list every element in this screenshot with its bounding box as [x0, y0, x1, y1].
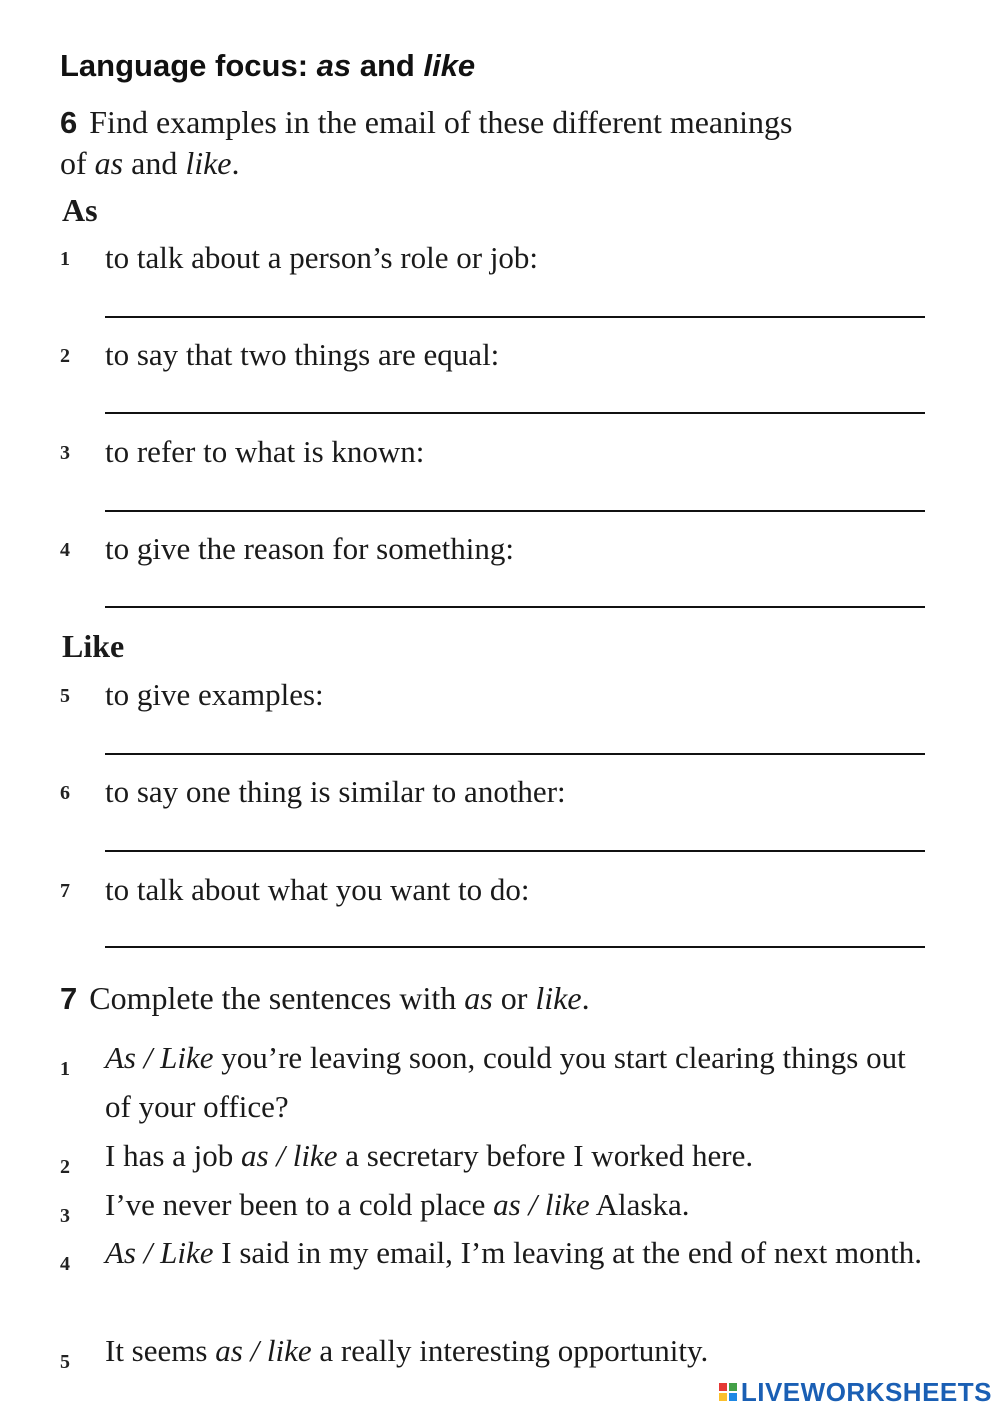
item-number: 2 [60, 345, 70, 367]
sentence-post: I said in my email, I’m leaving at the end of next month. [213, 1235, 923, 1270]
exercise-7-as: as [464, 980, 493, 1016]
answer-line-3[interactable] [105, 510, 925, 512]
item-number: 6 [60, 782, 70, 804]
exercise-7-or: or [492, 980, 536, 1016]
sentence-post: a really interesting opportunity. [311, 1333, 709, 1368]
item-number: 3 [60, 442, 70, 464]
exercise-6-heading [60, 102, 792, 183]
section-title [60, 48, 475, 84]
logo-square-blue [729, 1393, 737, 1401]
logo-square-red [719, 1383, 727, 1391]
exercise-6-and: and [123, 145, 186, 181]
choice-as-like[interactable]: as / like [493, 1187, 590, 1222]
logo-square-green [729, 1383, 737, 1391]
item-number: 1 [60, 248, 70, 270]
choice-as-like[interactable]: As / Like [105, 1040, 214, 1075]
choice-as-like[interactable]: as / like [241, 1138, 338, 1173]
item-number: 4 [60, 539, 70, 561]
logo-squares-icon [719, 1383, 737, 1401]
answer-line-6[interactable] [105, 850, 925, 852]
item-number: 5 [60, 685, 70, 707]
exercise-7-period: . [581, 980, 590, 1016]
title-as: as [316, 48, 352, 83]
item-number: 7 [60, 880, 70, 902]
sentence-text [105, 1180, 925, 1229]
item-prompt: to give examples: [105, 677, 324, 712]
item-prompt: to say that two things are equal: [105, 337, 500, 372]
sentence-number: 5 [60, 1351, 70, 1373]
answer-line-5[interactable] [105, 753, 925, 755]
sentence-text [105, 1131, 925, 1180]
sentence-number: 4 [60, 1253, 70, 1275]
title-like: like [423, 48, 476, 83]
sentence-post: you’re leaving soon, could you start clearing things out of your office? [105, 1040, 906, 1124]
title-and: and [351, 48, 424, 83]
sentence-text [105, 1228, 925, 1277]
answer-line-1[interactable] [105, 316, 925, 318]
exercise-7-instruction: Complete the sentences with [89, 980, 465, 1016]
sentence-post: Alaska. [589, 1187, 690, 1222]
item-prompt: to give the reason for something: [105, 531, 514, 566]
answer-line-7[interactable] [105, 946, 925, 948]
exercise-6-number: 6 [60, 105, 78, 140]
item-prompt: to say one thing is similar to another: [105, 774, 566, 809]
exercise-7-number: 7 [60, 981, 78, 1016]
choice-as-like[interactable]: As / Like [105, 1235, 214, 1270]
as-heading: As [62, 192, 98, 228]
answer-line-2[interactable] [105, 412, 925, 414]
sentence-text [105, 1033, 925, 1131]
sentence-number: 1 [60, 1058, 70, 1080]
title-prefix: Language focus: [60, 48, 317, 83]
exercise-6-as: as [94, 145, 124, 181]
sentence-pre: I’ve never been to a cold place [105, 1187, 494, 1222]
item-prompt: to talk about a person’s role or job: [105, 240, 539, 275]
exercise-7-like: like [535, 980, 582, 1016]
exercise-6-period: . [231, 145, 240, 181]
exercise-7-heading [60, 978, 590, 1019]
item-prompt: to talk about what you want to do: [105, 872, 530, 907]
answer-line-4[interactable] [105, 606, 925, 608]
like-heading: Like [62, 628, 125, 664]
sentence-text [105, 1326, 925, 1375]
exercise-6-of: of [60, 145, 95, 181]
logo-square-yellow [719, 1393, 727, 1401]
choice-as-like[interactable]: as / like [215, 1333, 312, 1368]
brand-name: LIVEWORKSHEETS [740, 1376, 992, 1407]
item-prompt: to refer to what is known: [105, 434, 425, 469]
liveworksheets-logo[interactable] [719, 1377, 992, 1407]
sentence-number: 3 [60, 1205, 70, 1227]
exercise-6-instruction-line1: Find examples in the email of these different meanings [89, 104, 793, 140]
sentence-pre: It seems [105, 1333, 216, 1368]
sentence-pre: I has a job [105, 1138, 242, 1173]
sentence-post: a secretary before I worked here. [337, 1138, 754, 1173]
sentence-number: 2 [60, 1156, 70, 1178]
exercise-6-like: like [185, 145, 232, 181]
